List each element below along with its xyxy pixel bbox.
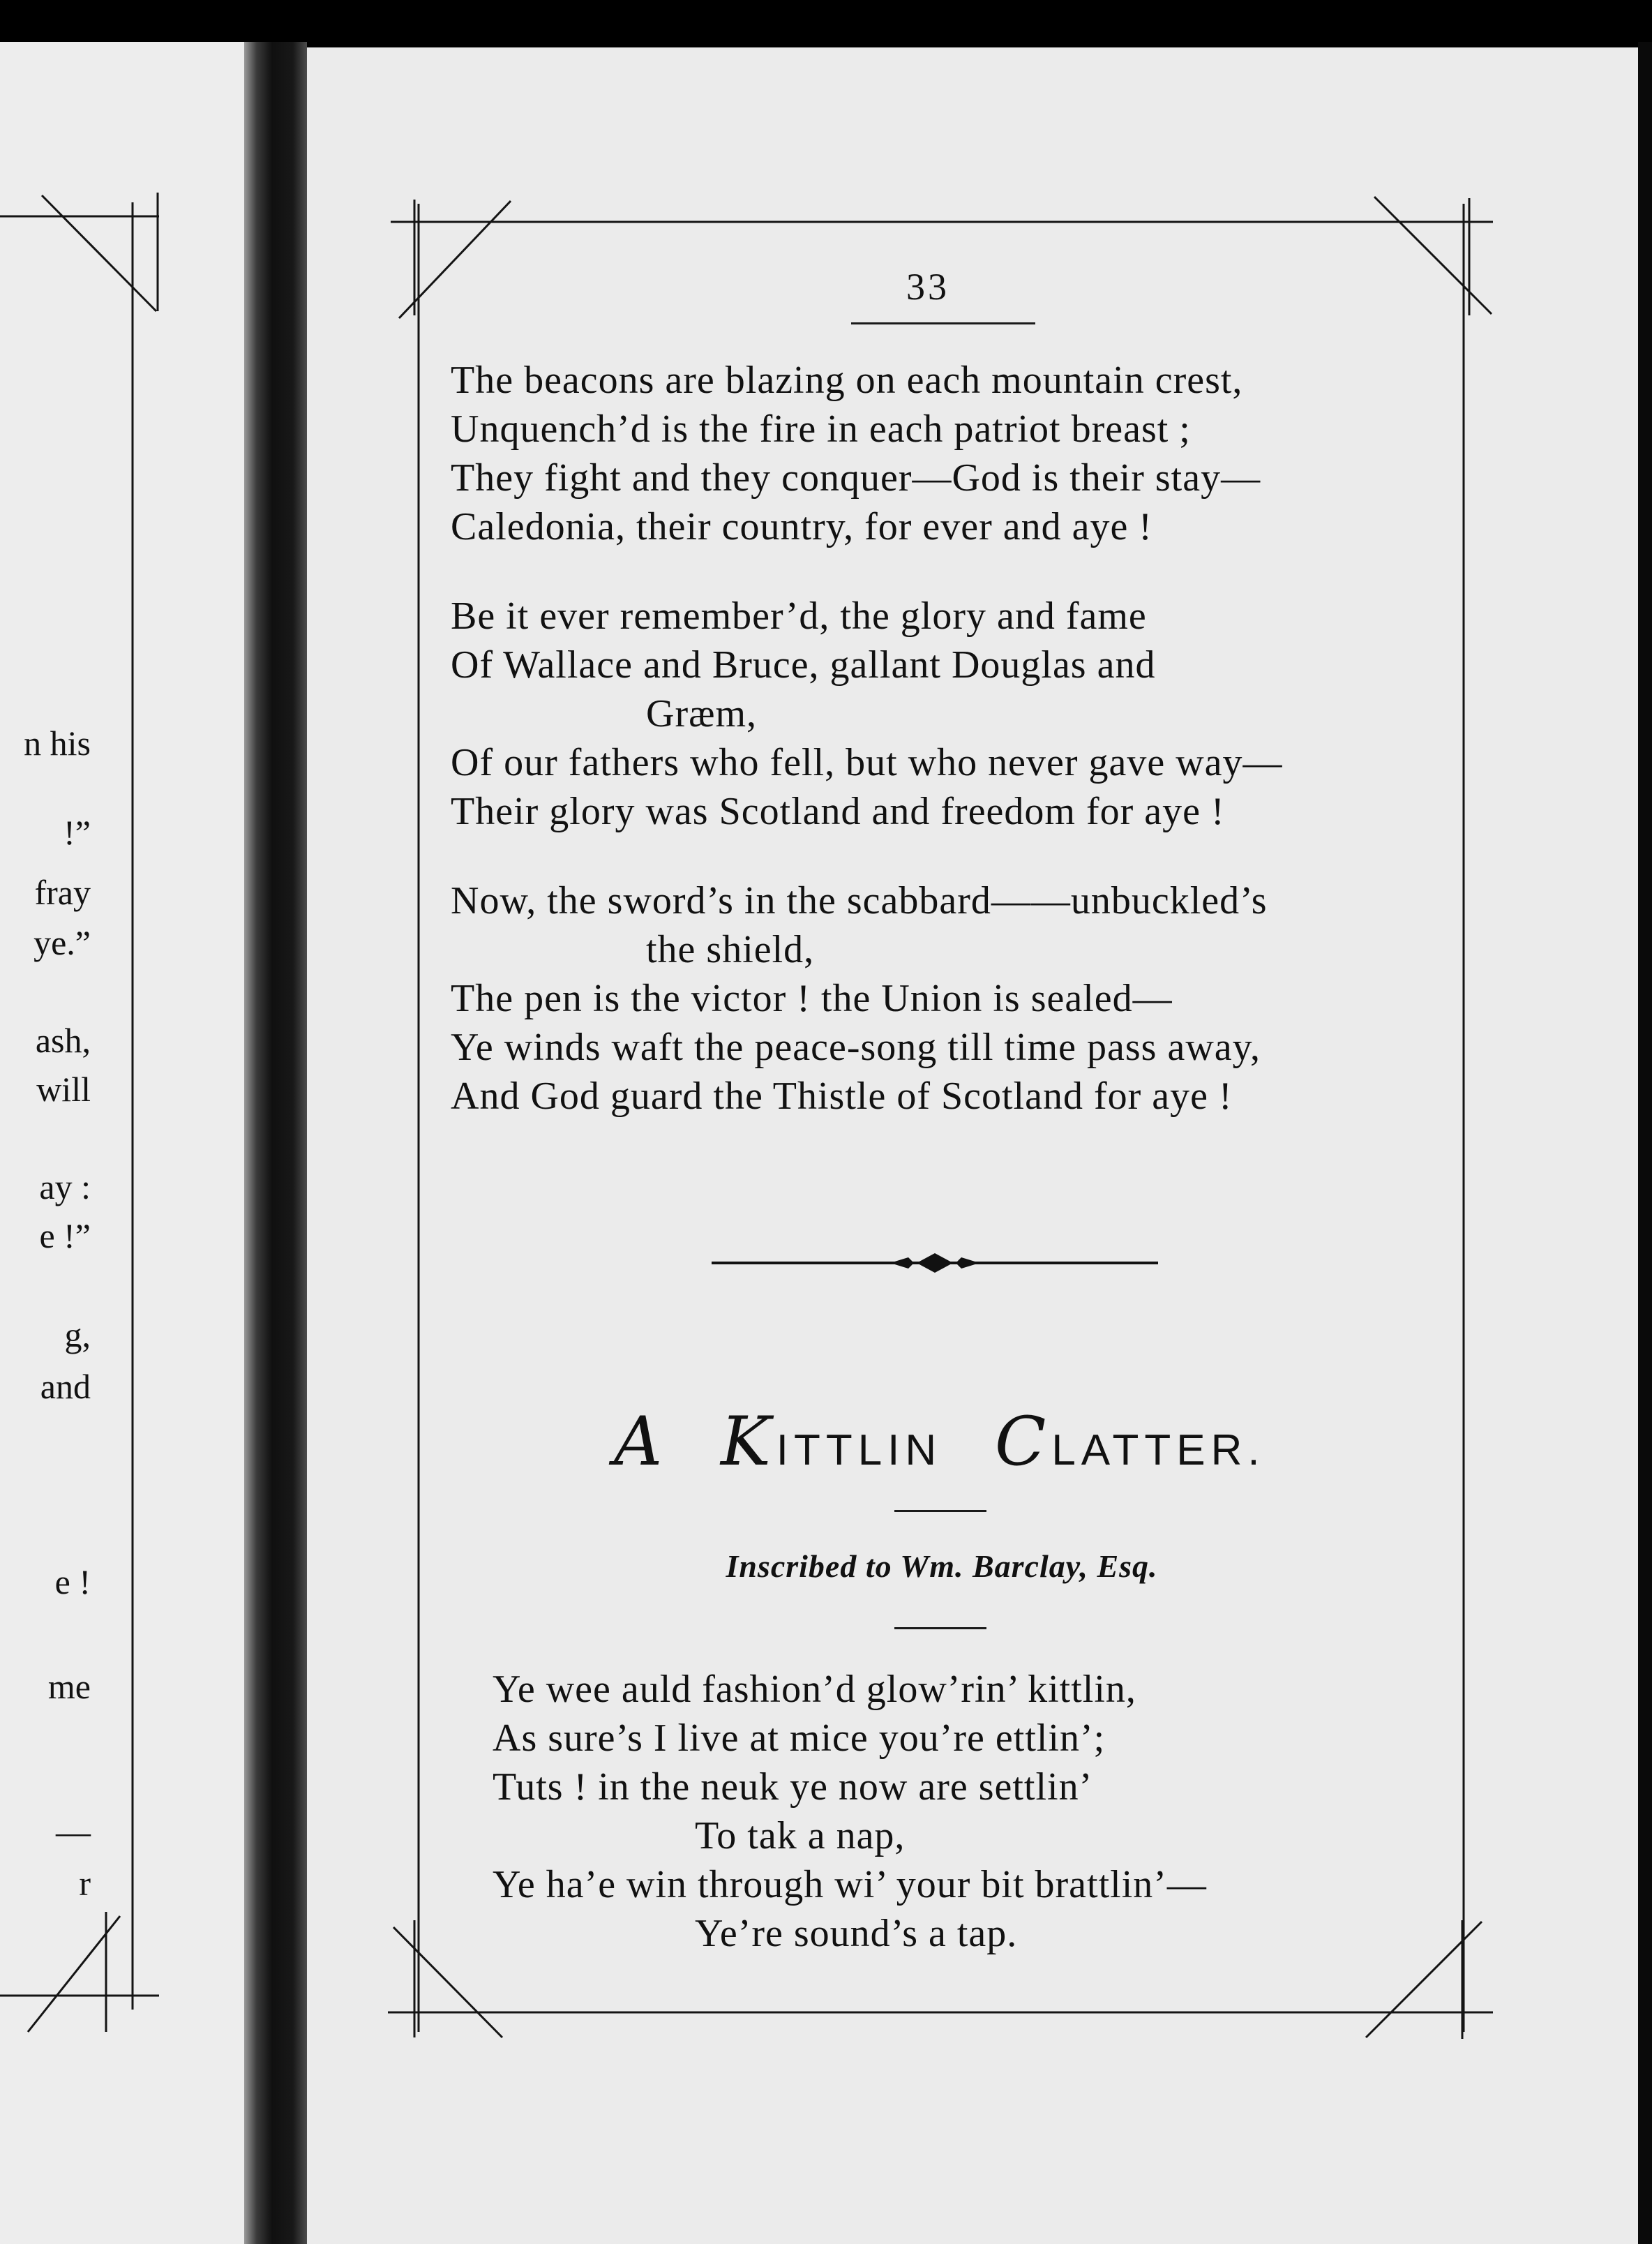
poem-line: Caledonia, their country, for ever and aye ! — [451, 505, 1152, 548]
poem-stanza-1 — [451, 356, 1441, 551]
poem-line: the shield, — [646, 928, 815, 971]
scan-top-border — [0, 0, 1652, 42]
poem-line: Græm, — [646, 692, 757, 735]
title-word-clatter: LATTER. — [1051, 1426, 1266, 1474]
left-page-text-fragment: e !” — [39, 1216, 91, 1255]
left-page-text-fragment: ash, — [35, 1021, 91, 1060]
left-page-text-fragment: !” — [63, 813, 91, 852]
poem-line: They fight and they conquer—God is their stay— — [451, 456, 1261, 500]
poem-line: And God guard the Thistle of Scotland for aye ! — [451, 1075, 1233, 1118]
poem-stanza-3 — [451, 876, 1441, 1121]
poem-line: Their glory was Scotland and freedom for aye ! — [451, 790, 1225, 833]
poem-stanza-2 — [451, 592, 1441, 836]
book-gutter — [244, 42, 307, 2244]
left-page-text-fragment: e ! — [54, 1562, 91, 1601]
poem-line: Ye ha’e win through wi’ your bit brattlin’— — [493, 1863, 1207, 1906]
left-page-text-fragment: and — [40, 1367, 91, 1406]
left-page-text-fragment: fray — [34, 873, 91, 912]
left-page-text-fragment: — — [56, 1812, 91, 1851]
poem-line: Be it ever remember’d, the glory and fame — [451, 594, 1147, 638]
title-initial-a: A — [614, 1402, 668, 1481]
poem-line: Of our fathers who fell, but who never gave way— — [451, 741, 1283, 784]
title-initial-k: K — [721, 1402, 776, 1481]
left-page-text-fragment: ay : — [39, 1167, 91, 1206]
poem-line: Of Wallace and Bruce, gallant Douglas and — [451, 643, 1156, 687]
poem-line: Tuts ! in the neuk ye now are settlin’ — [493, 1765, 1093, 1809]
left-page-text-fragment: will — [36, 1070, 91, 1109]
left-page-text-fragment: r — [79, 1864, 91, 1903]
poem-title — [614, 1402, 1270, 1481]
page-number-rule — [851, 322, 1035, 324]
poem-line: As sure’s I live at mice you’re ettlin’; — [493, 1716, 1106, 1760]
poem-line: The beacons are blazing on each mountain crest, — [451, 359, 1243, 402]
title-word-kittlin: ITTLIN — [776, 1426, 943, 1474]
kittlin-stanza-1 — [493, 1665, 1483, 1958]
left-page-text-fragment: me — [47, 1667, 91, 1706]
poem-line: Unquench’d is the fire in each patriot breast ; — [451, 407, 1191, 451]
title-rule-upper — [894, 1510, 986, 1512]
poem-line: Ye’re sound’s a tap. — [695, 1912, 1018, 1955]
poem-line: Now, the sword’s in the scabbard——unbuckled’s — [451, 879, 1268, 922]
poem-dedication: Inscribed to Wm. Barclay, Esq. — [726, 1548, 1158, 1584]
page-number: 33 — [906, 266, 949, 308]
left-page-text-fragment: n his — [24, 724, 91, 763]
left-page — [0, 42, 260, 2244]
scan-right-border — [1638, 42, 1652, 2244]
poem-line: The pen is the victor ! the Union is sealed— — [451, 977, 1173, 1020]
poem-line: Ye wee auld fashion’d glow’rin’ kittlin, — [493, 1668, 1136, 1711]
title-rule-lower — [894, 1627, 986, 1629]
section-divider-ornament — [712, 1249, 1158, 1277]
poem-line: To tak a nap, — [695, 1814, 906, 1857]
left-page-text-fragment: g, — [64, 1315, 91, 1354]
poem-line: Ye winds waft the peace-song till time pass away, — [451, 1026, 1261, 1069]
title-initial-c: C — [994, 1402, 1052, 1481]
left-page-text-fragment: ye.” — [33, 923, 91, 962]
